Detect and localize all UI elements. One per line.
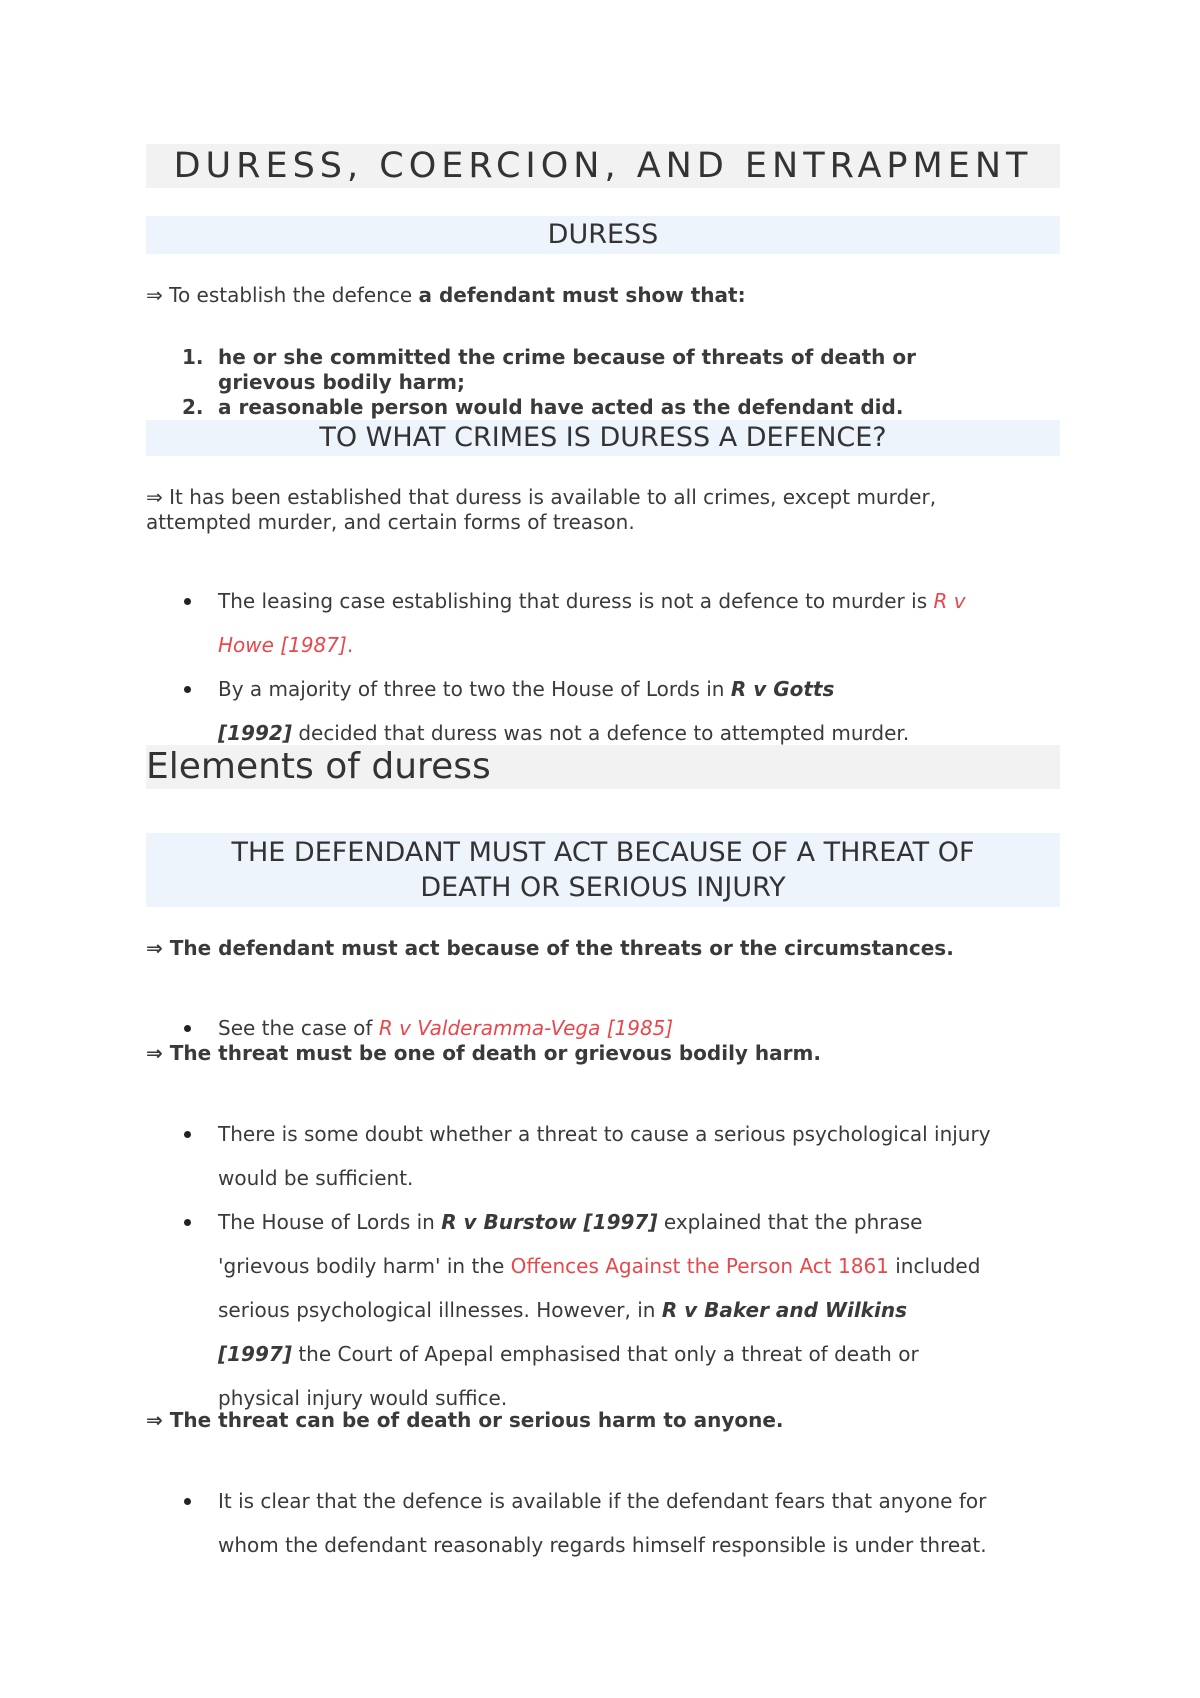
arrow-icon: ⇒ — [146, 485, 163, 509]
bullet-icon — [184, 1025, 191, 1032]
bullet-anyone: It is clear that the defence is available if the defendant fears that anyone for whom the defendant reasonably regards himself responsible is under threat. — [218, 1489, 987, 1557]
bullet-gotts: By a majority of three to two the House of Lords in R v Gotts [1992] decided that duress was not a defence to attempted murder. — [218, 677, 910, 745]
bullet-icon — [184, 1131, 191, 1138]
list-item-1: he or she committed the crime because of threats of death or grievous bodily harm; — [218, 345, 916, 394]
threat-heading: THE DEFENDANT MUST ACT BECAUSE OF A THREAT OF DEATH OR SERIOUS INJURY — [146, 833, 1060, 907]
bullet-valderamma: See the case of R v Valderamma-Vega [1985] — [218, 1016, 674, 1040]
point-anyone: ⇒ The threat can be of death or serious harm to anyone. — [146, 1408, 784, 1432]
bullet-burstow: The House of Lords in R v Burstow [1997] explained that the phrase 'grievous bodily harm' in the Offences Against the Person Act 1861 included serious psychological illnesses. However, in R v Baker and Wilkins [1997] the Court of Apepal emphasised that only a threat of death or physical injury would suffice. — [218, 1210, 981, 1410]
arrow-icon: ⇒ — [146, 936, 163, 960]
bullet-icon — [184, 686, 191, 693]
crimes-paragraph: ⇒ It has been established that duress is available to all crimes, except murder, attempted murder, and certain forms of treason. — [146, 485, 937, 534]
point-death-gbh: ⇒ The threat must be one of death or grievous bodily harm. — [146, 1041, 821, 1065]
list-item-2: a reasonable person would have acted as the defendant did. — [218, 395, 904, 419]
bullet-icon — [184, 598, 191, 605]
bullet-icon — [184, 1498, 191, 1505]
act-reference: Offences Against the Person Act 1861 — [510, 1254, 889, 1278]
arrow-icon: ⇒ — [146, 1408, 163, 1432]
arrow-icon: ⇒ — [146, 1041, 163, 1065]
duress-heading: DURESS — [146, 216, 1060, 254]
duress-intro: ⇒ To establish the defence a defendant must show that: — [146, 283, 746, 307]
list-number: 1. — [182, 345, 204, 369]
elements-heading: Elements of duress — [146, 745, 1060, 789]
bullet-psychological: There is some doubt whether a threat to cause a serious psychological injury would be sufficient. — [218, 1122, 991, 1190]
arrow-icon: ⇒ — [146, 283, 163, 307]
document-title: DURESS, COERCION, AND ENTRAPMENT — [146, 144, 1060, 188]
point-act-because: ⇒ The defendant must act because of the threats or the circumstances. — [146, 936, 954, 960]
crimes-heading: TO WHAT CRIMES IS DURESS A DEFENCE? — [146, 420, 1060, 456]
bullet-icon — [184, 1219, 191, 1226]
bullet-howe: The leasing case establishing that duress is not a defence to murder is R v Howe [1987]. — [218, 589, 966, 657]
list-number: 2. — [182, 395, 204, 419]
